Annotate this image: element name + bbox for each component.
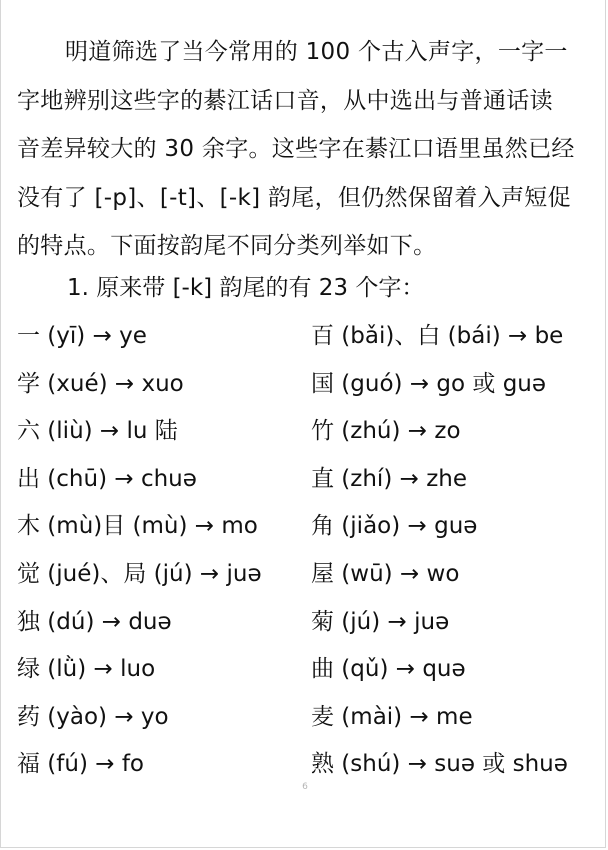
character-entry: 药 (yào) → yo: [17, 703, 169, 730]
intro-line: 字地辨别这些字的綦江话口音，从中选出与普通话读: [17, 87, 553, 114]
character-entry: 曲 (qǔ) → quə: [311, 656, 466, 683]
character-entry: 学 (xué) → xuo: [17, 370, 184, 397]
character-entry: 觉 (jué)、局 (jú) → juə: [17, 560, 262, 587]
list-row: [1, 554, 608, 602]
list-row: [1, 316, 608, 364]
character-entry: 出 (chū) → chuə: [17, 465, 197, 492]
list-row: [1, 459, 608, 507]
section-heading: 1. 原来带 [-k] 韵尾的有 23 个字：: [67, 275, 425, 301]
character-entry: 六 (liù) → lu 陆: [17, 418, 178, 445]
character-entry: 麦 (mài) → me: [311, 703, 473, 730]
character-entry: 木 (mù)目 (mù) → mo: [17, 513, 258, 540]
character-entry: 屋 (wū) → wo: [311, 560, 460, 587]
intro-paragraph: [17, 28, 595, 271]
list-row: [1, 602, 608, 650]
page-number: 6: [302, 782, 308, 792]
character-entry: 福 (fú) → fo: [17, 751, 144, 778]
character-entry: 角 (jiǎo) → guə: [311, 513, 478, 540]
list-row: [1, 506, 608, 554]
character-entry: 国 (guó) → go 或 guə: [311, 370, 547, 397]
character-entry: 一 (yī) → ye: [17, 323, 147, 349]
character-list: [1, 316, 608, 792]
character-entry: 菊 (jú) → juə: [311, 608, 450, 635]
list-row: [1, 697, 608, 745]
intro-line: 没有了 [-p]、[-t]、[-k] 韵尾，但仍然保留着入声短促: [17, 184, 571, 211]
intro-line: 的特点。下面按韵尾不同分类列举如下。: [17, 233, 437, 259]
list-row: [1, 649, 608, 697]
character-entry: 竹 (zhú) → zo: [311, 418, 461, 445]
list-row: [1, 364, 608, 412]
character-entry: 绿 (lǜ) → luo: [17, 656, 156, 683]
character-entry: 熟 (shú) → suə 或 shuə: [311, 751, 568, 778]
character-entry: 百 (bǎi)、白 (bái) → be: [311, 323, 564, 349]
character-entry: 直 (zhí) → zhe: [311, 465, 467, 492]
list-row: [1, 411, 608, 459]
intro-line: 音差异较大的 30 余字。这些字在綦江口语里虽然已经: [17, 136, 575, 162]
character-entry: 独 (dú) → duə: [17, 608, 172, 635]
intro-line: 明道筛选了当今常用的 100 个古入声字，一字一: [65, 39, 568, 65]
